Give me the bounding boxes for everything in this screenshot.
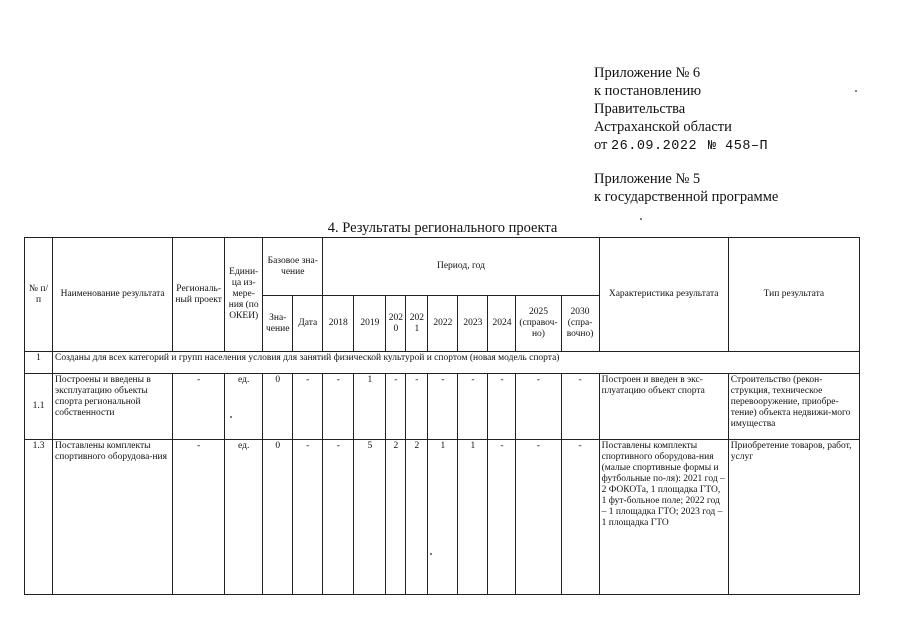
row-year-2022: 1 bbox=[428, 440, 458, 595]
header-year-2024: 2024 bbox=[488, 296, 516, 352]
row-year-2023: 1 bbox=[458, 440, 488, 595]
row-year-2018: - bbox=[323, 440, 354, 595]
header-year-2022: 2022 bbox=[428, 296, 458, 352]
row-year-2019: 1 bbox=[354, 374, 386, 440]
header-unit: Едини-ца из-мере-ния (по ОКЕИ) bbox=[225, 238, 263, 352]
appendix-line: Приложение № 6 bbox=[594, 65, 701, 81]
header-type: Тип результата bbox=[728, 238, 859, 352]
row-year-2020: - bbox=[386, 374, 406, 440]
header-base: Базовое зна-чение bbox=[263, 238, 323, 296]
row-year-2024: - bbox=[488, 440, 516, 595]
row-year-2021: 2 bbox=[406, 440, 428, 595]
program-appendix-header bbox=[594, 170, 894, 206]
section-title: 4. Результаты регионального проекта bbox=[327, 220, 558, 236]
to-resolution-line: к постановлению bbox=[594, 83, 702, 99]
row-year-2021: - bbox=[406, 374, 428, 440]
section-num: 1 bbox=[25, 352, 53, 374]
row-characteristic: Поставлены комплекты спортивного оборудова-ния (малые спортивные формы и футбольные по-ля): 2021 год – 2 ФОКОТа, 1 площадка ГТО, 1 фут-больное поле; 2022 год – 1 площадка ГТО; 2023 год – 1 площадка ГТО bbox=[599, 440, 728, 595]
header-year-2021: 2021 bbox=[406, 296, 428, 352]
scan-speck bbox=[855, 90, 857, 92]
section-text: Созданы для всех категорий и групп населения условия для занятий физической культурой и спортом (новая модель спорта) bbox=[53, 352, 860, 374]
row-type: Приобретение товаров, работ, услуг bbox=[728, 440, 859, 595]
results-table bbox=[24, 237, 860, 595]
row-type: Строительство (рекон-струкция, техническое перевооружение, приобре-тение) объекта недвижи-мого имущества bbox=[728, 374, 859, 440]
row-unit: ед. bbox=[225, 374, 263, 440]
section-title-wrap bbox=[0, 220, 905, 237]
row-year-2018: - bbox=[323, 374, 354, 440]
header-base-value: Зна-чение bbox=[263, 296, 293, 352]
header-year-2019: 2019 bbox=[354, 296, 386, 352]
row-year-2023: - bbox=[458, 374, 488, 440]
header-characteristic: Характеристика результата bbox=[599, 238, 728, 352]
row-characteristic: Построен и введен в экс-плуатацию объект спорта bbox=[599, 374, 728, 440]
document-number: № 458–П bbox=[707, 139, 769, 154]
row-name: Поставлены комплекты спортивного оборудова-ния bbox=[53, 440, 173, 595]
table-row bbox=[25, 374, 860, 440]
row-base-value: 0 bbox=[263, 440, 293, 595]
row-regional-project: - bbox=[173, 440, 225, 595]
row-name: Построены и введены в эксплуатацию объекты спорта региональной собственности bbox=[53, 374, 173, 440]
header-regional-project: Региональ-ный проект bbox=[173, 238, 225, 352]
row-year-2022: - bbox=[428, 374, 458, 440]
row-year-2030: - bbox=[561, 440, 599, 595]
header-year-2025: 2025 (справоч-но) bbox=[516, 296, 561, 352]
scan-speck bbox=[230, 416, 232, 418]
row-num: 1.1 bbox=[25, 374, 53, 440]
row-num: 1.3 bbox=[25, 440, 53, 595]
header-year-2020: 2020 bbox=[386, 296, 406, 352]
row-unit: ед. bbox=[225, 440, 263, 595]
scan-speck bbox=[640, 218, 642, 220]
row-year-2020: 2 bbox=[386, 440, 406, 595]
header-num: № п/п bbox=[25, 238, 53, 352]
table-row bbox=[25, 440, 860, 595]
row-year-2019: 5 bbox=[354, 440, 386, 595]
scan-speck bbox=[430, 553, 432, 555]
header-year-2023: 2023 bbox=[458, 296, 488, 352]
date-line bbox=[594, 136, 894, 156]
date-prefix: от bbox=[594, 137, 608, 153]
program-to-line: к государственной программе bbox=[594, 189, 779, 205]
row-year-2030: - bbox=[561, 374, 599, 440]
program-appendix-line: Приложение № 5 bbox=[594, 171, 701, 187]
row-regional-project: - bbox=[173, 374, 225, 440]
header-base-date: Дата bbox=[293, 296, 323, 352]
row-base-date: - bbox=[293, 440, 323, 595]
header-year-2018: 2018 bbox=[323, 296, 354, 352]
row-base-value: 0 bbox=[263, 374, 293, 440]
header-name: Наименование результата bbox=[53, 238, 173, 352]
row-year-2024: - bbox=[488, 374, 516, 440]
government-line: Правительства bbox=[594, 101, 686, 117]
date-value: 26.09.2022 bbox=[611, 139, 698, 154]
appendix-header bbox=[594, 64, 894, 156]
row-year-2025: - bbox=[516, 440, 561, 595]
row-base-date: - bbox=[293, 374, 323, 440]
header-year-2030: 2030 (спра-вочно) bbox=[561, 296, 599, 352]
region-line: Астраханской области bbox=[594, 119, 732, 135]
header-period: Период, год bbox=[323, 238, 599, 296]
row-year-2025: - bbox=[516, 374, 561, 440]
section-row bbox=[25, 352, 860, 374]
